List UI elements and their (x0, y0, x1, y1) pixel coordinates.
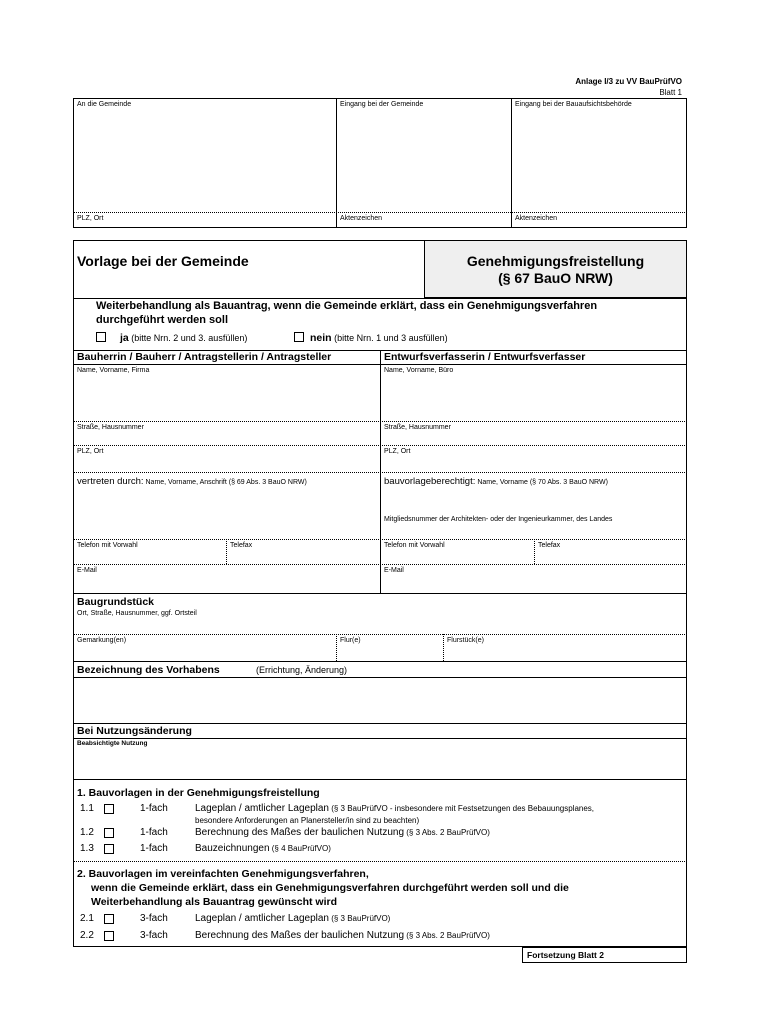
ja-option-label: ja (bitte Nrn. 2 und 3. ausfüllen) (120, 332, 248, 344)
entwurf-header: Entwurfsverfasserin / Entwurfsverfasser (384, 351, 586, 363)
item-2-2-number: 2.2 (80, 930, 94, 941)
entwurf-plz-label: PLZ, Ort (384, 448, 411, 455)
entwurf-name-label: Name, Vorname, Büro (384, 367, 454, 374)
section2-title-line3: Weiterbehandlung als Bauantrag gewünscht wird (91, 896, 338, 908)
item-2-2-text: Berechnung des Maßes der baulichen Nutzung (§ 3 Abs. 2 BauPrüfVO) (195, 930, 490, 941)
entwurf-email-label: E-Mail (384, 567, 404, 574)
nein-checkbox[interactable] (294, 332, 304, 342)
item-1-3-text: Bauzeichnungen (§ 4 BauPrüfVO) (195, 843, 331, 854)
item-2-1-checkbox[interactable] (104, 914, 114, 924)
aktenzeichen-label-2: Aktenzeichen (515, 215, 558, 222)
nein-option-label: nein (bitte Nrn. 1 und 3 ausfüllen) (310, 332, 448, 344)
bauherr-name-label: Name, Vorname, Firma (77, 367, 150, 374)
flur-label: Flur(e) (340, 637, 361, 644)
nutzung-sub-label: Beabsichtigte Nutzung (77, 740, 148, 747)
annex-reference: Anlage I/3 zu VV BauPrüfVO (575, 77, 682, 86)
item-1-2-count: 1-fach (140, 827, 168, 838)
item-1-1-number: 1.1 (80, 803, 94, 814)
baugrundstueck-ort-label: Ort, Straße, Hausnummer, ggf. Ortsteil (77, 610, 197, 617)
vertreten-label: vertreten durch: Name, Vorname, Anschrift (§ 69 Abs. 3 BauO NRW) (77, 476, 307, 487)
title-left: Vorlage bei der Gemeinde (77, 253, 249, 269)
eingang-behoerde-label: Eingang bei der Bauaufsichtsbehörde (515, 101, 632, 108)
entwurf-telefax-label: Telefax (538, 542, 561, 549)
item-1-1-text-line2: besondere Anforderungen an Planersteller/in sind zu beachten) (195, 816, 420, 825)
item-1-2-number: 1.2 (80, 827, 94, 838)
top-address-block (73, 98, 687, 228)
title-right-line1: Genehmigungsfreistellung (466, 253, 645, 269)
item-1-3-number: 1.3 (80, 843, 94, 854)
nutzung-header: Bei Nutzungsänderung (77, 725, 192, 737)
item-1-1-text: Lageplan / amtlicher Lageplan (§ 3 BauPrüfVO - insbesondere mit Festsetzungen des Bebauungsplanes, (195, 803, 595, 814)
entwurf-telefon-label: Telefon mit Vorwahl (384, 542, 445, 549)
bauherr-email-label: E-Mail (77, 567, 97, 574)
section2-title-line1: 2. Bauvorlagen im vereinfachten Genehmigungsverfahren, (77, 868, 369, 880)
aktenzeichen-label: Aktenzeichen (340, 215, 383, 222)
baugrundstueck-header: Baugrundstück (77, 596, 155, 608)
item-2-1-count: 3-fach (140, 913, 168, 924)
item-1-2-checkbox[interactable] (104, 828, 114, 838)
bauherr-telefax-label: Telefax (230, 542, 253, 549)
bauherr-plz-label: PLZ, Ort (77, 448, 104, 455)
item-2-2-checkbox[interactable] (104, 931, 114, 941)
bauherr-telefon-label: Telefon mit Vorwahl (77, 542, 138, 549)
eingang-gemeinde-label: Eingang bei der Gemeinde (340, 101, 424, 108)
entwurf-strasse-label: Straße, Hausnummer (384, 424, 451, 431)
vorhaben-sub-label: (Errichtung, Änderung) (256, 665, 348, 675)
sheet-number: Blatt 1 (659, 88, 682, 97)
item-2-2-count: 3-fach (140, 930, 168, 941)
bauherr-strasse-label: Straße, Hausnummer (77, 424, 144, 431)
bauvorlageberechtigt-label: bauvorlageberechtigt: Name, Vorname (§ 70 Abs. 3 BauO NRW) (384, 476, 608, 487)
section1-title: 1. Bauvorlagen in der Genehmigungsfreistellung (77, 787, 320, 799)
item-1-3-checkbox[interactable] (104, 844, 114, 854)
plz-ort-label: PLZ, Ort (77, 215, 104, 222)
title-right-line2: (§ 67 BauO NRW) (498, 270, 613, 286)
item-1-3-count: 1-fach (140, 843, 168, 854)
weiterbehandlung-text-2: durchgeführt werden soll (96, 314, 229, 326)
item-1-1-checkbox[interactable] (104, 804, 114, 814)
vorhaben-header: Bezeichnung des Vorhabens (77, 664, 220, 676)
item-2-1-number: 2.1 (80, 913, 94, 924)
mitgliedsnummer-label: Mitgliedsnummer der Architekten- oder der Ingenieurkammer, des Landes (384, 516, 613, 523)
item-1-2-text: Berechnung des Maßes der baulichen Nutzung (§ 3 Abs. 2 BauPrüfVO) (195, 827, 490, 838)
gemarkung-label: Gemarkung(en) (77, 637, 127, 644)
title-right-panel (424, 240, 687, 298)
an-die-gemeinde-label: An die Gemeinde (77, 101, 132, 108)
weiterbehandlung-text-1: Weiterbehandlung als Bauantrag, wenn die Gemeinde erklärt, dass ein Genehmigungsverfahren (96, 300, 598, 312)
ja-checkbox[interactable] (96, 332, 106, 342)
section2-title-line2: wenn die Gemeinde erklärt, dass ein Genehmigungsverfahren durchgeführt werden soll und die (91, 882, 569, 894)
bauherr-header: Bauherrin / Bauherr / Antragstellerin / Antragsteller (77, 351, 332, 363)
item-2-1-text: Lageplan / amtlicher Lageplan (§ 3 BauPrüfVO) (195, 913, 391, 924)
flurstueck-label: Flurstück(e) (447, 637, 484, 644)
item-1-1-count: 1-fach (140, 803, 168, 814)
continuation-label: Fortsetzung Blatt 2 (527, 950, 604, 960)
